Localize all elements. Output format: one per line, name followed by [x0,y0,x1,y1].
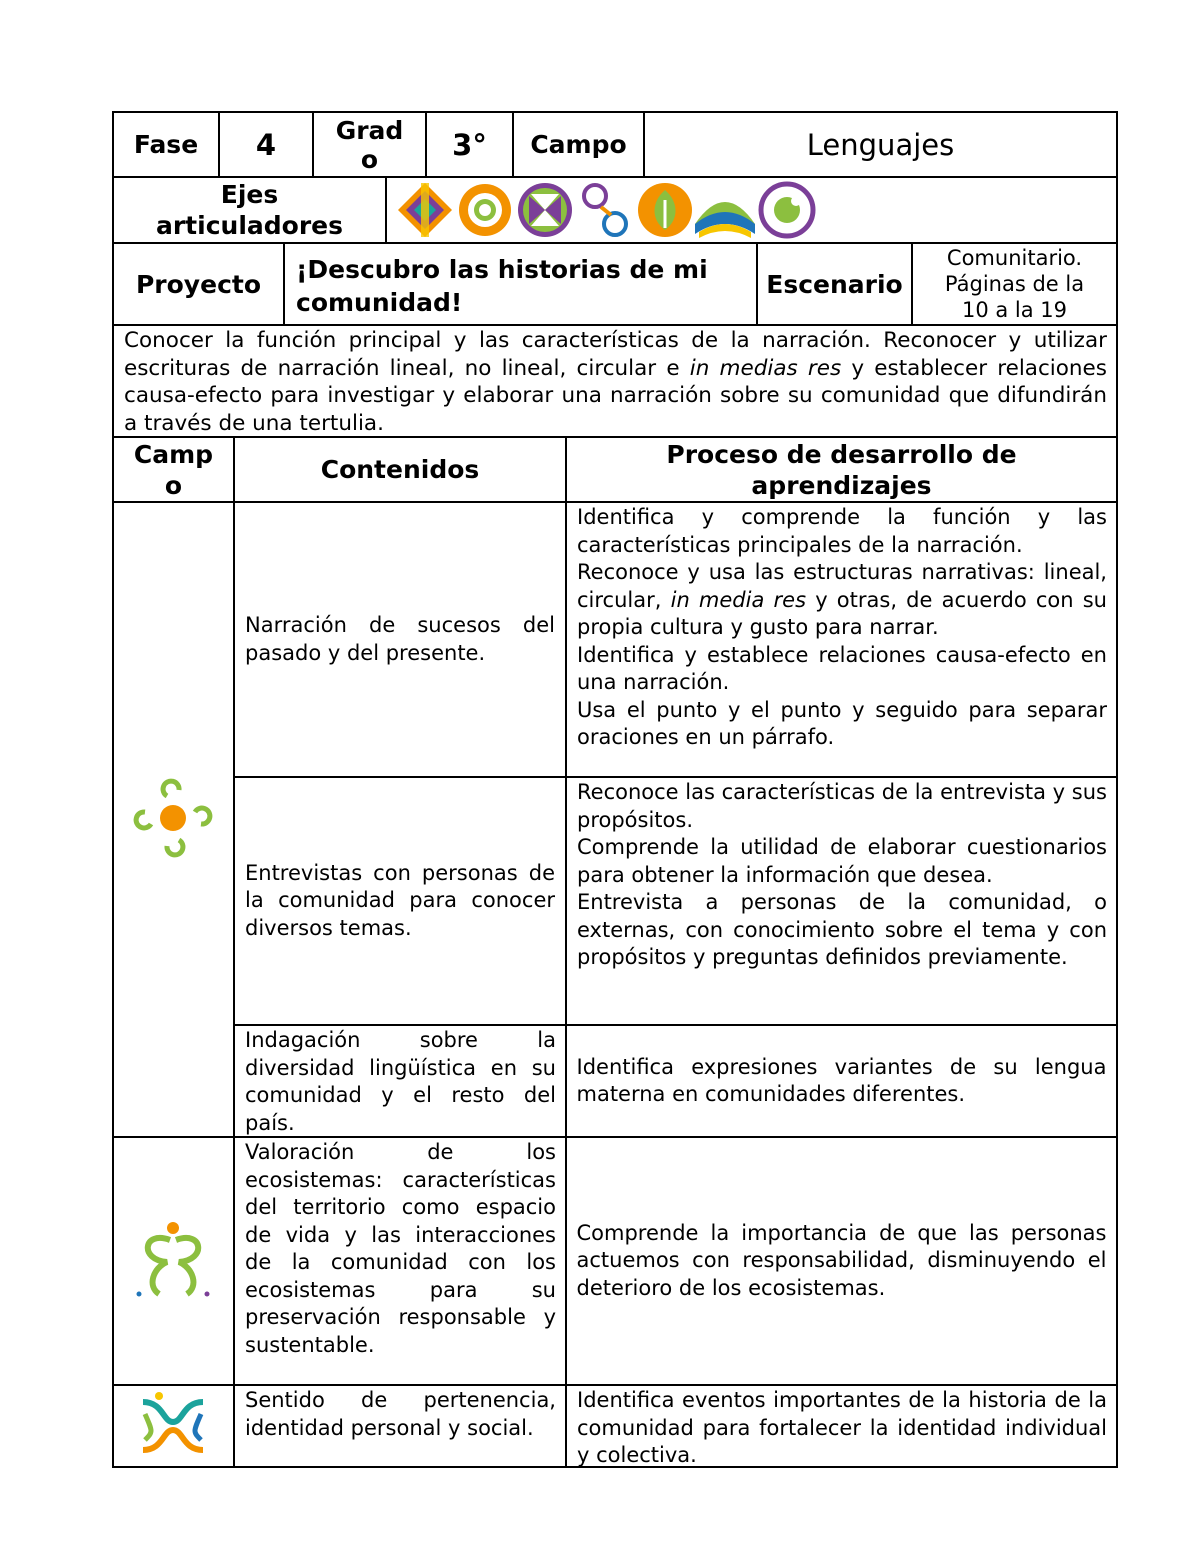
table-row-proceso: Identifica y comprende la función y las características principales de la narración. Reconoce y usa las estructuras narrativas: lineal, circular, in media res y otras, de acuerdo con su propia cultura y gusto para narrar. Identifica y establece relaciones causa-efecto en una narración. Usa el punto y el punto y seguido para separar oraciones en un párrafo. [577,505,1107,749]
pensamiento-critico-icon [459,184,511,236]
project-description: Conocer la función principal y las características de la narración. Reconocer y utilizar escrituras de narración lineal, no lineal, circular e in medias res y establecer relaciones causa-efecto para investigar y elaborar una narración sobre su comunidad que difundirán a través de una tertulia. [124,328,1107,436]
table-row-contenido: Indagación sobre la diversidad lingüística en su comunidad y el resto del país. [245,1028,556,1135]
vida-saludable-icon [638,183,692,237]
ejes-label: Ejes articuladores [155,180,343,240]
campo-label: Campo [530,130,627,159]
etica-naturaleza-icon [114,1138,233,1384]
table-row-contenido: Narración de sucesos del pasado y del presente. [245,613,555,665]
escenario-label: Escenario [766,269,903,299]
artes-experiencias-esteticas-icon [761,184,813,236]
ejes-icons [387,178,1116,242]
grado-value: 3° [452,127,487,162]
proyecto-title: ¡Descubro las historias de mi comunidad! [296,255,708,317]
lectura-escritura-icon [695,202,755,238]
table-row-proceso: Identifica expresiones variantes de su lengua materna en comunidades diferentes. [576,1054,1107,1106]
table-row-proceso: Identifica eventos importantes de la historia de la comunidad para fortalecer la identidad individual y colectiva. [577,1388,1107,1466]
header-proceso: Proceso de desarrollo de aprendizajes [666,439,1017,500]
proyecto-label: Proyecto [135,269,262,299]
escenario-value: Comunitario. Páginas de la 10 a la 19 [944,246,1085,322]
table-row-contenido: Entrevistas con personas de la comunidad para conocer diversos temas. [245,860,555,940]
fase-value: 4 [255,127,277,162]
campo-value: Lenguajes [806,127,955,162]
lenguajes-icon [114,503,233,1136]
interculturalidad-critica-icon [518,183,572,237]
igualdad-de-genero-icon [584,185,626,235]
inclusion-icon [398,183,452,237]
header-campo: Campo [133,439,214,500]
fase-label: Fase [133,130,199,159]
table-row-proceso: Comprende la importancia de que las personas actuemos con responsabilidad, disminuyendo el deterioro de los ecosistemas. [576,1220,1107,1300]
table-row-contenido: Valoración de los ecosistemas: características del territorio como espacio de vida y las interacciones de la comunidad con los ecosistemas para su preservación responsable y sustentable. [245,1140,556,1357]
humano-comunitario-icon [114,1386,233,1466]
grado-label: Grado [335,115,404,174]
table-row-contenido: Sentido de pertenencia, identidad personal y social. [245,1388,556,1440]
table-row-proceso: Reconoce las características de la entrevista y sus propósitos. Comprende la utilidad de elaborar cuestionarios para obtener la información que desea. Entrevista a personas de la comunidad, o externas, con conocimiento sobre el tema y con propósitos y preguntas definidos previamente. [577,780,1107,969]
header-contenidos: Contenidos [320,455,480,484]
